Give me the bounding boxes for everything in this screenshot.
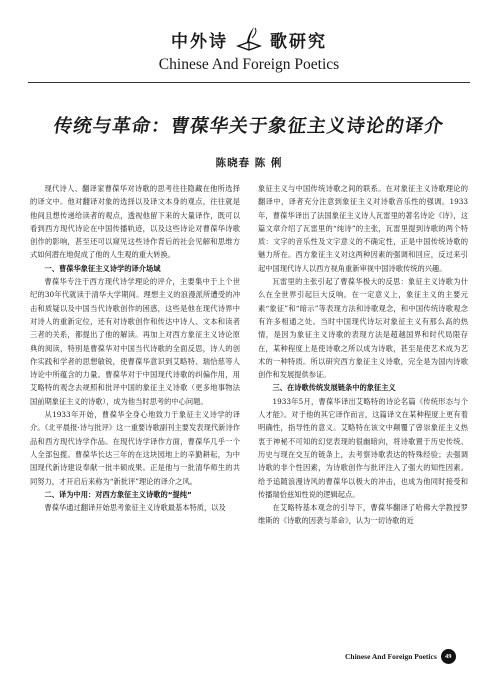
paragraph: 曹葆华通过翻译开始思考象征主义诗歌最基本特质，以及 [44,503,226,513]
journal-title-left: 中外诗 [171,31,228,52]
body-column-right [258,182,468,528]
section-heading: 二、译为中用：对西方象征主义诗歌的“提纯” [44,489,192,499]
body-column-left [30,182,240,514]
paragraph: 从1933年开始，曹葆华全身心地致力于象征主义诗学的译介。《北平晨报·诗与批评》这一重要诗歌副刊主要发表现代新诗作品和西方现代诗学作品。在现代诗学译作方面，曹葆华几乎一个人全部包揽。曹葆华长达三年的在这块园地上的辛勤耕耘，为中国现代新诗建设奉献一批丰硕成果。正是他与一批清华师生的共同努力，才开启后来称为“新批评”理论的译介之风。 [30,410,240,486]
article-title: 传统与革命：曹葆华关于象征主义诗论的译介 [52,116,446,137]
page-footer [345,649,456,664]
paragraph: 象征主义与中国传统诗歌之间的联系。在对象征主义诗歌理论的翻译中，译者充分注意到象征主义对诗歌音乐性的强调。1933年，曹葆华译出了法国象征主义诗人瓦雷里的著名诗论《诗》，这篇文章介绍了瓦雷里的“纯诗”的主张，瓦雷里提到诗歌的两个特质：文字的音乐性及文字意义的不确定性，正是中国传统诗歌的魅力所在。西方象征主义对这两种因素的强调和回应，反过来引起中国现代诗人以西方视角重新审视中国诗歌传统的兴趣。 [258,184,468,273]
paragraph: 现代诗人、翻译家曹葆华对诗歌的思考往往隐藏在他所选择的译文中。他对翻译对象的选择以及译文本身的观点，往往就是他间且想传递给读者的观点，透视他留下来的大量译作，既可以看到西方现代诗论在中国传播轨迹，以及这些诗论对曹葆华诗歌创作的影响，甚至还可以窥见这些诗作背后的社会见解和思维方式如何潜在地促成了他的人生观的重大转换。 [30,184,240,260]
header-rule [28,82,470,83]
journal-subtitle: Chinese And Foreign Poetics [158,56,340,73]
section-heading: 三、在诗歌传统发展链条中的象征主义 [272,383,396,393]
journal-header [0,24,498,74]
journal-title-right: 歌研究 [270,31,327,52]
section-heading: 一、曹葆华象征主义诗学的译介场域 [44,263,161,273]
paragraph: 瓦雷里的主张引起了曹葆华极大的反思：象征主义诗歌为什么在全世界引起巨大反响。在一定意义上，象征主义的主要元素“象征”和“暗示”等表现方法和诗歌观念，和中国传统诗歌观念有许多相通之处。当时中国现代诗坛对象征主义有那么高的热情，是因为象征主义诗歌的表现方法是超越国界和时代局限存在，某种程度上是使诗歌之所以成为诗歌，甚至是使艺术成为艺术的一种特质。所以研究西方象征主义诗歌，完全是为国内诗歌创作和发展提供参证。 [258,277,468,380]
paragraph: 曹葆华专注于西方现代诗学理论的评介，主要集中于上个世纪的30年代就读于清华大学期间。理想主义的浪漫派所遭受的冲击和质疑以及中国当代诗歌创作的困惑，这些是他在现代诗界中对诗人的重新定位，还有对诗歌创作和传达中诗人、文本和读者三者的关系，都提出了他的解读。再加上对西方象征主义诗论原典的阅读，特别是曹葆华对中国当代诗歌的全面反思，诗人的创作实践和学者的思想敏锐，使曹葆华意识到艾略特、瑞恰慈等人诗论中所蕴含的力量。曹葆华对于中国现代诗歌的纠偏作用，用艾略特的观念去规照和批评中国的象征主义诗歌（更多地事物法国前期象征主义的诗歌），成为他当时思考的中心问题。 [30,277,240,406]
footer-journal-name: Chinese And Foreign Poetics [345,652,437,661]
paragraph: 在艾略特基本观念的引导下，曹葆华翻译了哈佛大学教授罗维斯的《诗歌的因袭与革命》，认为一切诗歌的近 [258,503,468,526]
page-number: 49 [441,649,456,664]
quill-book-logo-icon [234,24,264,54]
journal-title-cn [171,24,327,54]
paragraph: 1933年5月，曹葆华译出艾略特的诗论名篇《传统形态与个人才能》。对于他的其它译作而言，这篇译文在某种程度上更有着明确性，指导性的意义。艾略特在该文中颠覆了曾崇象征主义热衷于神秘不可知的幻觉表现的很幽暗向，将诗歌置于历史传统、历史与现在交互的链条上，去考察诗歌表达的特殊经验；去强调诗歌的非个性因素，为诗歌创作与批评注入了强大的知性因素。给予追随浪漫诗风的曹葆华以极大的冲击，也成为他同时接受和传播瑞恰兹知性说的逻辑起点。 [258,396,468,499]
article-authors: 陈晓春 陈 俐 [215,157,283,169]
